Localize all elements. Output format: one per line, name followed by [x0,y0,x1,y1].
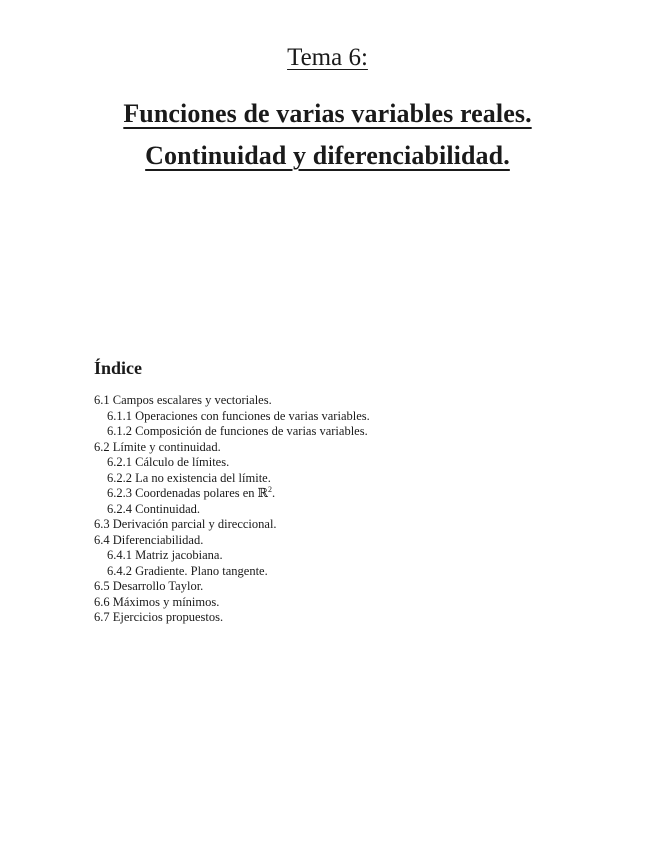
toc-item-text: 6.2 Límite y continuidad. [94,439,221,454]
toc-item-text: 6.1.2 Composición de funciones de varias variables. [107,424,368,438]
title-text-1: Funciones de varias variables reales. [123,99,532,128]
toc-item-text: 6.1 Campos escalares y vectoriales. [94,393,272,407]
toc-subsection-item [94,548,370,564]
toc-subsection-item [94,502,370,518]
toc-item-suffix: . [272,486,276,500]
toc-item-text: 6.6 Máximos y mínimos. [94,594,220,609]
toc-section-item [94,533,370,549]
toc-section-item [94,595,370,611]
toc-item-text: 6.7 Ejercicios propuestos. [94,610,224,624]
toc-item-text: 6.3 Derivación parcial y direccional. [94,517,277,531]
index-heading: Índice [94,358,143,378]
toc-subsection-item [94,424,370,440]
toc-section-item [94,517,370,533]
toc-subsection-item [94,455,370,471]
toc-section-item [94,440,370,456]
toc-item-text: 6.4 Diferenciabilidad. [94,532,204,547]
page-title-line-2 [0,141,655,171]
toc-section-item [94,393,370,409]
toc-item-text: 6.2.4 Continuidad. [107,501,201,516]
toc-item-text: 6.4.1 Matriz jacobiana. [107,548,223,562]
toc-item-text: 6.1.1 Operaciones con funciones de varias variables. [107,408,370,423]
topic-number [0,44,655,72]
title-text-2: Continuidad y diferenciabilidad. [145,141,510,170]
toc-subsection-item [94,564,370,580]
toc-subsection-item [94,471,370,487]
toc-item-superscript: 2 [268,484,273,494]
toc-item-text: 6.2.3 Coordenadas polares en ℝ [107,486,269,500]
toc-subsection-item [94,409,370,425]
toc-item-text: 6.2.2 La no existencia del límite. [107,470,271,485]
toc-subsection-item [94,486,370,502]
toc-section-item [94,579,370,595]
topic-label: Tema 6: [287,44,368,71]
page-title-line-1 [0,99,655,129]
toc-item-text: 6.4.2 Gradiente. Plano tangente. [107,563,268,578]
table-of-contents [94,393,370,626]
toc-item-text: 6.5 Desarrollo Taylor. [94,579,204,593]
toc-section-item [94,610,370,626]
toc-item-text: 6.2.1 Cálculo de límites. [107,455,230,469]
